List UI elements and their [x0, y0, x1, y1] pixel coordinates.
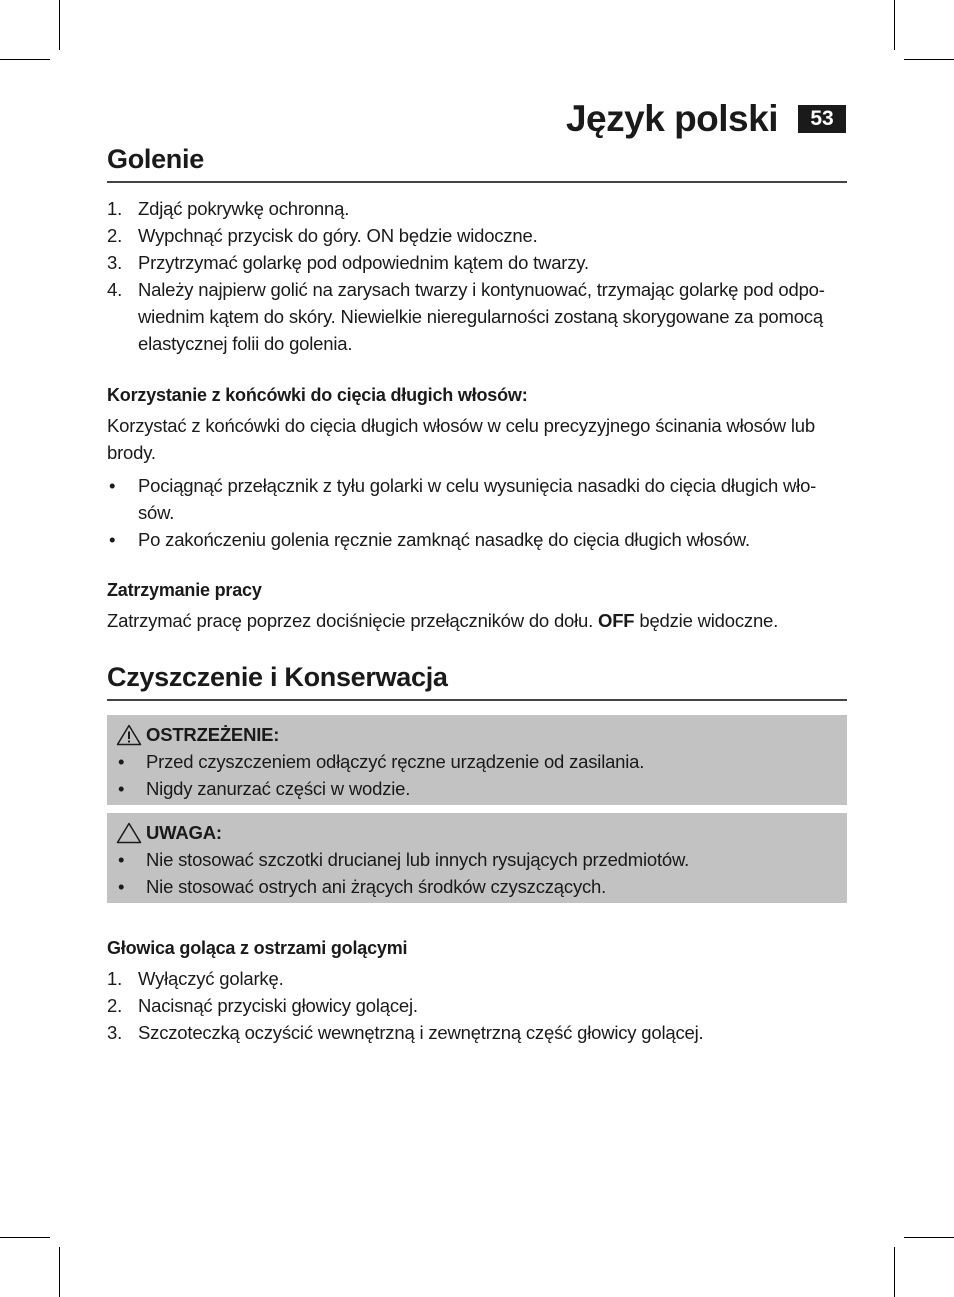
- list-item: [107, 222, 847, 249]
- bullet-text: Nie stosować ostrych ani żrących środków czyszczących.: [146, 876, 607, 897]
- bullet-icon: •: [118, 876, 125, 897]
- list-item: [107, 992, 847, 1019]
- warning-title-text: OSTRZEŻENIE:: [146, 724, 280, 745]
- list-item: [107, 276, 847, 357]
- step-number: 1.: [107, 968, 123, 989]
- bullet-icon: •: [109, 529, 116, 550]
- crop-mark: [0, 1237, 50, 1238]
- stop-text-start: Zatrzymać pracę poprzez dociśnięcie przełączników do dołu.: [107, 610, 599, 631]
- warning-triangle-icon: [116, 724, 142, 746]
- crop-mark: [904, 59, 954, 60]
- bullet-text: Po zakończeniu golenia ręcznie zamknąć nasadkę do cięcia długich włosów.: [138, 529, 750, 550]
- caution-bullets: [116, 846, 839, 900]
- subsection-title-stop: Zatrzymanie pracy: [107, 580, 262, 600]
- step-text: Wypchnąć przycisk do góry. ON będzie widoczne.: [138, 225, 538, 246]
- section-title-shaving: Golenie: [107, 144, 847, 183]
- step-text: Szczoteczką oczyścić wewnętrzną i zewnętrzną część głowicy golącej.: [138, 1022, 704, 1043]
- subsection-title-shaving-head: Głowica goląca z ostrzami golącymi: [107, 938, 408, 958]
- step-number: 4.: [107, 279, 123, 300]
- list-item: [107, 526, 847, 553]
- stop-text-end: będzie widoczne.: [634, 610, 779, 631]
- bullet-icon: •: [118, 778, 125, 799]
- caution-title: [116, 819, 839, 846]
- step-text: Zdjąć pokrywkę ochronną.: [138, 198, 350, 219]
- page-header: [566, 98, 846, 140]
- step-number: 3.: [107, 252, 123, 273]
- bullet-text: Przed czyszczeniem odłączyć ręczne urządzenie od zasilania.: [146, 751, 645, 772]
- trimmer-bullets: [107, 472, 847, 553]
- crop-mark: [59, 1247, 60, 1297]
- list-item: [107, 1019, 847, 1046]
- crop-mark: [0, 59, 50, 60]
- list-item: [107, 965, 847, 992]
- warning-title: [116, 721, 839, 748]
- list-item: [116, 775, 839, 802]
- bullet-icon: •: [118, 751, 125, 772]
- stop-text: [107, 607, 847, 634]
- subsection-title-trimmer: Korzystanie z końcówki do cięcia długich włosów:: [107, 385, 528, 405]
- step-number: 1.: [107, 198, 123, 219]
- trimmer-intro: Korzystać z końcówki do cięcia długich włosów w celu precyzyjnego ścinania włosów lub brody.: [107, 415, 815, 463]
- list-item: [116, 846, 839, 873]
- bullet-icon: •: [109, 475, 116, 496]
- language-title: Język polski: [565, 98, 778, 139]
- crop-mark: [894, 0, 895, 50]
- warning-box: [107, 715, 847, 805]
- section-title-cleaning: Czyszczenie i Konserwacja: [107, 662, 847, 701]
- crop-mark: [894, 1247, 895, 1297]
- off-label: OFF: [598, 610, 635, 631]
- bullet-text: Nie stosować szczotki drucianej lub innych rysujących przedmiotów.: [146, 849, 690, 870]
- step-text: Nacisnąć przyciski głowicy golącej.: [138, 995, 418, 1016]
- step-number: 3.: [107, 1022, 123, 1043]
- bullet-text: Pociągnąć przełącznik z tyłu golarki w celu wysunięcia nasadki do cięcia długich wło-sów.: [138, 475, 817, 523]
- caution-title-text: UWAGA:: [146, 822, 222, 843]
- list-item: [107, 195, 847, 222]
- step-number: 2.: [107, 995, 123, 1016]
- page-content: [107, 144, 847, 1046]
- list-item: [107, 249, 847, 276]
- step-text: Należy najpierw golić na zarysach twarzy i kontynuować, trzymając golarkę pod odpo-wiednim kątem do skóry. Niewielkie nieregularności zostaną skorygowane za pomocą elastycznej folii do golenia.: [138, 279, 825, 354]
- step-text: Przytrzymać golarkę pod odpowiednim kątem do twarzy.: [138, 252, 589, 273]
- page-number-badge: 53: [798, 105, 846, 133]
- step-text: Wyłączyć golarkę.: [138, 968, 284, 989]
- bullet-icon: •: [118, 849, 125, 870]
- caution-box: [107, 813, 847, 903]
- crop-mark: [904, 1237, 954, 1238]
- crop-mark: [59, 0, 60, 50]
- shaving-steps: [107, 195, 847, 357]
- caution-triangle-icon: [116, 822, 142, 844]
- shaving-head-steps: [107, 965, 847, 1046]
- list-item: [107, 472, 847, 526]
- warning-bullets: [116, 748, 839, 802]
- list-item: [116, 873, 839, 900]
- list-item: [116, 748, 839, 775]
- step-number: 2.: [107, 225, 123, 246]
- bullet-text: Nigdy zanurzać części w wodzie.: [146, 778, 411, 799]
